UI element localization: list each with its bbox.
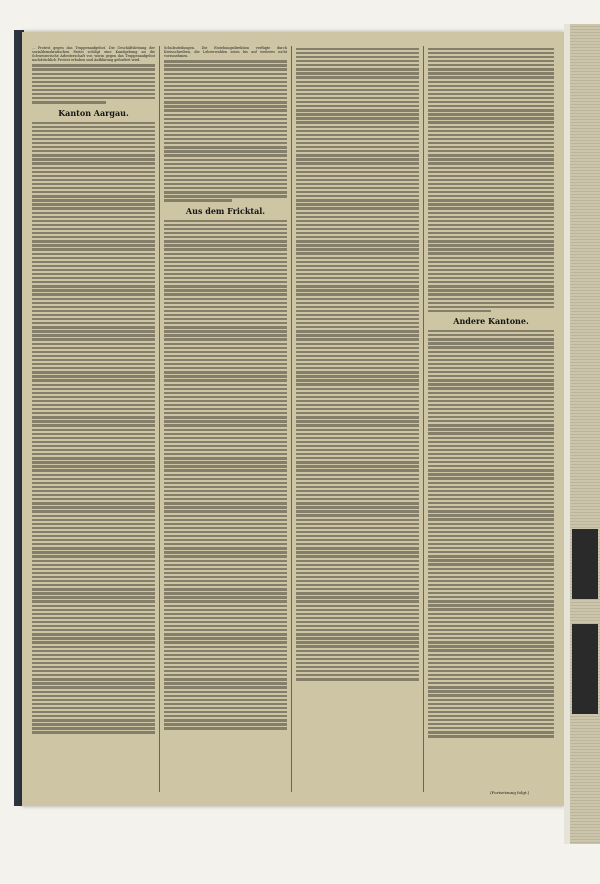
column-4-text-block-2: [428, 330, 554, 738]
heading-kanton-aargau: Kanton Aargau.: [58, 107, 129, 118]
heading-aus-dem-fricktal: Aus dem Fricktal.: [185, 205, 266, 216]
continued-note: (Fortsetzung folgt.): [490, 790, 530, 795]
next-page-advert-block: [572, 624, 598, 714]
column-rule-3: [423, 46, 424, 792]
column-1: [32, 46, 155, 792]
newspaper-page: [22, 32, 564, 806]
column-1-lead: ... Protest gegen das Truppenaufgebot. Die Geschäftsleitung der sozialdemokratischen Partei schlägt eine Kundgebung an die Schweizerische Arbeiterschaft vor, worin gegen das Truppenaufgebot nachdrücklich Protest erhoben und Aufklärung gefordert wird.: [32, 46, 155, 63]
column-4: [428, 46, 554, 792]
column-2-text-block-2: [164, 220, 287, 730]
column-2: [164, 46, 287, 792]
column-2-text-block: [164, 60, 287, 201]
column-1-text-block: [32, 64, 155, 103]
next-page-advert-block: [572, 529, 598, 599]
next-page-edge: [564, 24, 600, 844]
column-rule-1: [159, 46, 160, 792]
column-3-text-block: [296, 48, 419, 681]
column-2-lead: Schulzuteilungen. Die Erziehungsdirektion verfügte durch Kreisschreiben, die Lehrerwahlen seien bis auf weiteres nicht vorzunehmen.: [164, 46, 287, 59]
column-rule-2: [291, 46, 292, 792]
heading-andere-kantone: Andere Kantone.: [453, 316, 529, 327]
column-1-text-block-2: [32, 122, 155, 734]
column-4-text-block: [428, 48, 554, 312]
column-3: [296, 46, 419, 792]
